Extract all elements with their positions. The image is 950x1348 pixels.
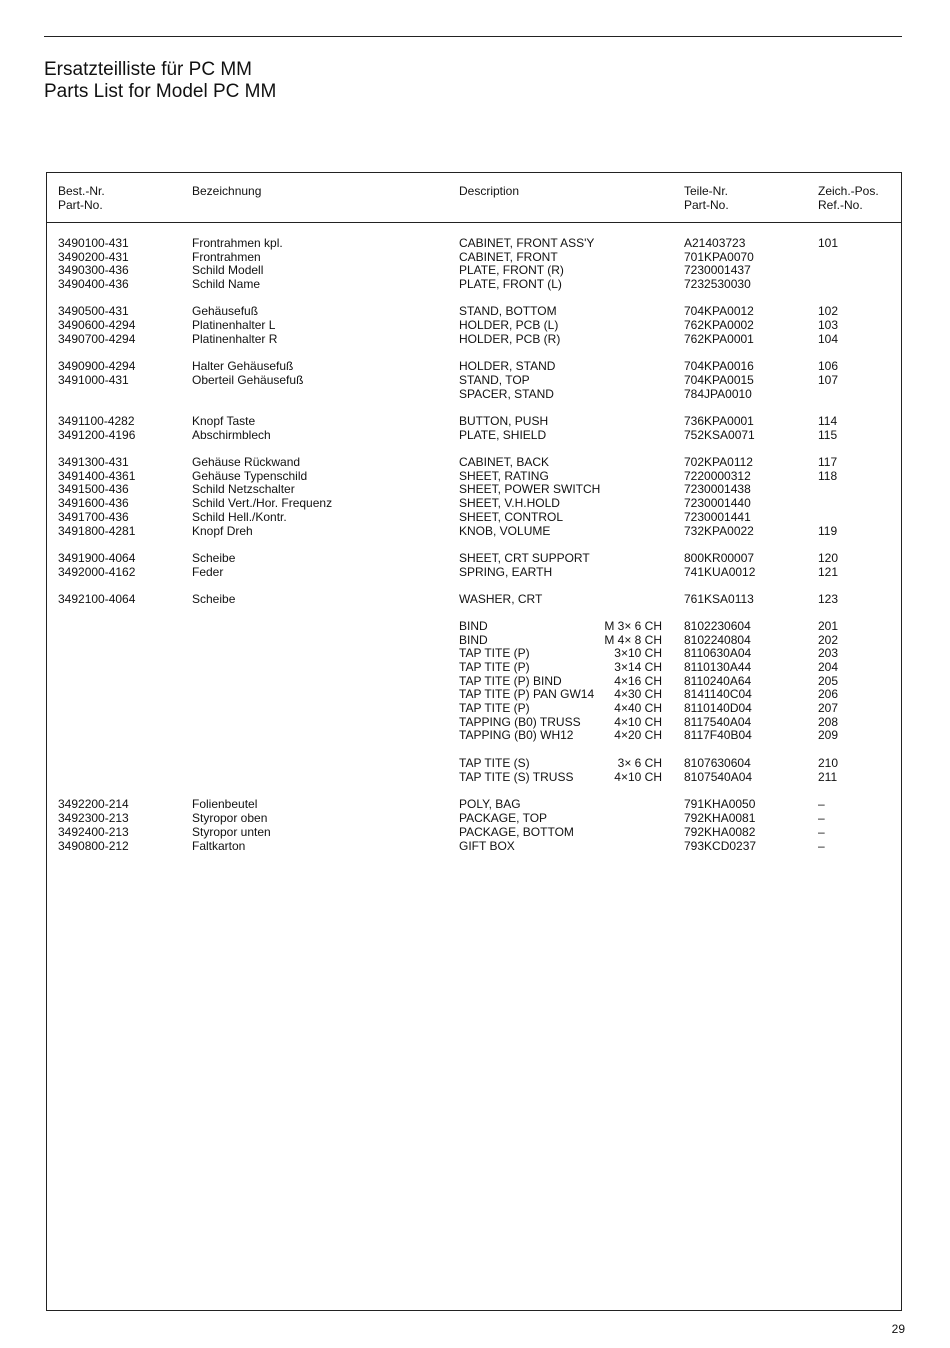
teile-nr-cell: 8117F40B04 xyxy=(684,728,752,742)
teile-nr-cell: 761KSA0113 xyxy=(684,592,754,606)
best-nr-cell: 3492000-4162 xyxy=(58,565,136,579)
description-text: PLATE, FRONT (R) xyxy=(459,263,564,277)
screw-size: 4×40 CH xyxy=(614,701,662,715)
description-cell xyxy=(459,647,662,661)
description-text: HOLDER, PCB (R) xyxy=(459,332,561,346)
ref-no-cell: 210 xyxy=(818,756,839,770)
description-text: CABINET, BACK xyxy=(459,455,550,469)
description-cell xyxy=(459,319,662,333)
description-text: TAP TITE (P) BIND xyxy=(459,674,562,688)
bezeichnung-cell: Schild Modell xyxy=(192,263,264,277)
screw-size: M 3× 6 CH xyxy=(604,619,662,633)
ref-no-cell: 120 xyxy=(818,551,839,565)
best-nr-cell: 3491100-4282 xyxy=(58,414,135,428)
description-cell xyxy=(459,566,662,580)
best-nr-cell: 3490600-4294 xyxy=(58,318,136,332)
description-cell xyxy=(459,456,662,470)
best-nr-cell: 3492300-213 xyxy=(58,811,129,825)
bezeichnung-cell: Scheibe xyxy=(192,551,236,565)
bezeichnung-cell: Scheibe xyxy=(192,592,236,606)
teile-nr-cell: 793KCD0237 xyxy=(684,839,757,853)
ref-no-cell: 118 xyxy=(818,469,838,483)
ref-no-cell: 115 xyxy=(818,428,838,442)
teile-nr-cell: 8110130A44 xyxy=(684,660,752,674)
description-text: TAPPING (B0) WH12 xyxy=(459,728,574,742)
best-nr-cell: 3491400-4361 xyxy=(58,469,136,483)
best-nr-cell: 3490100-431 xyxy=(58,236,129,250)
teile-nr-cell: 7230001441 xyxy=(684,510,751,524)
description-text: TAPPING (B0) TRUSS xyxy=(459,715,581,729)
best-nr-cell: 3490200-431 xyxy=(58,250,129,264)
title-english: Parts List for Model PC MM xyxy=(44,81,277,102)
description-text: GIFT BOX xyxy=(459,839,515,853)
description-cell xyxy=(459,333,662,347)
teile-nr-cell: 8110140D04 xyxy=(684,701,752,715)
description-cell xyxy=(459,702,662,716)
teile-nr-cell: 7230001437 xyxy=(684,263,751,277)
bezeichnung-cell: Schild Hell./Kontr. xyxy=(192,510,287,524)
teile-nr-cell: 762KPA0002 xyxy=(684,318,754,332)
bezeichnung-cell: Faltkarton xyxy=(192,839,246,853)
bezeichnung-cell: Frontrahmen kpl. xyxy=(192,236,283,250)
teile-nr-cell: 8117540A04 xyxy=(684,715,752,729)
teile-nr-cell: 702KPA0112 xyxy=(684,455,753,469)
description-cell xyxy=(459,483,662,497)
best-nr-cell: 3490900-4294 xyxy=(58,359,136,373)
top-rule xyxy=(44,36,902,37)
ref-no-cell: – xyxy=(818,811,825,825)
header-best-nr-label: Best.-Nr. xyxy=(58,184,105,198)
screw-size: 4×10 CH xyxy=(614,770,662,784)
teile-nr-cell: 704KPA0012 xyxy=(684,304,754,318)
teile-nr-cell: 7230001438 xyxy=(684,482,751,496)
description-text: SHEET, CRT SUPPORT xyxy=(459,551,590,565)
ref-no-cell: 103 xyxy=(818,318,839,332)
description-text: WASHER, CRT xyxy=(459,592,543,606)
parts-table xyxy=(46,172,902,1311)
description-text: BUTTON, PUSH xyxy=(459,414,549,428)
bezeichnung-cell: Abschirmblech xyxy=(192,428,271,442)
teile-nr-cell: 8110630A04 xyxy=(684,646,752,660)
description-text: SHEET, POWER SWITCH xyxy=(459,482,601,496)
ref-no-cell: 119 xyxy=(818,524,838,538)
ref-no-cell: – xyxy=(818,797,825,811)
ref-no-cell: 121 xyxy=(818,565,839,579)
description-cell xyxy=(459,826,662,840)
bezeichnung-cell: Gehäuse Rückwand xyxy=(192,455,301,469)
description-cell xyxy=(459,757,662,771)
description-text: TAP TITE (S) TRUSS xyxy=(459,770,574,784)
screw-size: 3×14 CH xyxy=(614,660,662,674)
header-part-no-label: Part-No. xyxy=(58,198,103,212)
ref-no-cell: 106 xyxy=(818,359,839,373)
description-text: HOLDER, PCB (L) xyxy=(459,318,559,332)
teile-nr-cell: 7220000312 xyxy=(684,469,751,483)
description-cell xyxy=(459,840,662,854)
description-cell xyxy=(459,264,662,278)
teile-nr-cell: 792KHA0082 xyxy=(684,825,756,839)
screw-size: 4×10 CH xyxy=(614,715,662,729)
bezeichnung-cell: Schild Vert./Hor. Frequenz xyxy=(192,496,333,510)
ref-no-cell: 114 xyxy=(818,414,838,428)
screw-size: 4×20 CH xyxy=(614,728,662,742)
best-nr-cell: 3492200-214 xyxy=(58,797,129,811)
header-best-nr xyxy=(58,184,105,212)
header-teile-nr-label: Teile-Nr. xyxy=(684,184,729,198)
description-text: TAP TITE (P) PAN GW14 xyxy=(459,687,595,701)
bezeichnung-cell: Styropor oben xyxy=(192,811,268,825)
description-text: SHEET, V.H.HOLD xyxy=(459,496,560,510)
ref-no-cell: 211 xyxy=(818,770,838,784)
description-text: TAP TITE (P) xyxy=(459,646,530,660)
bezeichnung-cell: Frontrahmen xyxy=(192,250,261,264)
ref-no-cell: 104 xyxy=(818,332,839,346)
teile-nr-cell: 701KPA0070 xyxy=(684,250,754,264)
ref-no-cell: 101 xyxy=(818,236,839,250)
ref-no-cell: – xyxy=(818,825,825,839)
teile-nr-cell: 8102230604 xyxy=(684,619,751,633)
ref-no-cell: 117 xyxy=(818,455,838,469)
description-cell xyxy=(459,415,662,429)
best-nr-cell: 3490500-431 xyxy=(58,304,129,318)
teile-nr-cell: 762KPA0001 xyxy=(684,332,754,346)
description-text: PACKAGE, BOTTOM xyxy=(459,825,574,839)
screw-size: 3×10 CH xyxy=(614,646,662,660)
description-cell xyxy=(459,374,662,388)
teile-nr-cell: 8102240804 xyxy=(684,633,751,647)
ref-no-cell: 202 xyxy=(818,633,839,647)
teile-nr-cell: 704KPA0015 xyxy=(684,373,754,387)
description-cell xyxy=(459,552,662,566)
best-nr-cell: 3492400-213 xyxy=(58,825,129,839)
bezeichnung-cell: Schild Netzschalter xyxy=(192,482,295,496)
description-cell xyxy=(459,278,662,292)
description-text: SPACER, STAND xyxy=(459,387,554,401)
best-nr-cell: 3491000-431 xyxy=(58,373,129,387)
ref-no-cell: 206 xyxy=(818,687,839,701)
ref-no-cell: 201 xyxy=(818,619,839,633)
header-zeich-pos-label: Zeich.-Pos. xyxy=(818,184,879,198)
bezeichnung-cell: Halter Gehäusefuß xyxy=(192,359,294,373)
header-teile-part-no-label: Part-No. xyxy=(684,198,729,212)
description-cell xyxy=(459,688,662,702)
description-text: CABINET, FRONT ASS'Y xyxy=(459,236,595,250)
description-text: POLY, BAG xyxy=(459,797,521,811)
ref-no-cell: 203 xyxy=(818,646,839,660)
bezeichnung-cell: Folienbeutel xyxy=(192,797,258,811)
screw-size: 3× 6 CH xyxy=(617,756,662,770)
description-cell xyxy=(459,812,662,826)
teile-nr-cell: A21403723 xyxy=(684,236,746,250)
description-text: BIND xyxy=(459,619,488,633)
description-cell xyxy=(459,593,662,607)
description-text: STAND, BOTTOM xyxy=(459,304,557,318)
screw-size: M 4× 8 CH xyxy=(604,633,662,647)
best-nr-cell: 3490300-436 xyxy=(58,263,129,277)
screw-size: 4×30 CH xyxy=(614,687,662,701)
description-text: SPRING, EARTH xyxy=(459,565,553,579)
bezeichnung-cell: Knopf Taste xyxy=(192,414,256,428)
page-number: 29 xyxy=(891,1322,905,1336)
description-cell xyxy=(459,771,662,785)
header-description: Description xyxy=(459,184,520,198)
best-nr-cell: 3490800-212 xyxy=(58,839,129,853)
teile-nr-cell: 752KSA0071 xyxy=(684,428,755,442)
description-cell xyxy=(459,525,662,539)
title-german: Ersatzteilliste für PC MM xyxy=(44,59,252,80)
bezeichnung-cell: Knopf Dreh xyxy=(192,524,253,538)
teile-nr-cell: 732KPA0022 xyxy=(684,524,754,538)
header-bezeichnung: Bezeichnung xyxy=(192,184,262,198)
teile-nr-cell: 736KPA0001 xyxy=(684,414,754,428)
description-text: PLATE, SHIELD xyxy=(459,428,547,442)
header-ref-no-label: Ref.-No. xyxy=(818,198,863,212)
description-cell xyxy=(459,388,662,402)
teile-nr-cell: 8110240A64 xyxy=(684,674,752,688)
screw-size: 4×16 CH xyxy=(614,674,662,688)
best-nr-cell: 3490700-4294 xyxy=(58,332,136,346)
ref-no-cell: – xyxy=(818,839,825,853)
description-text: TAP TITE (P) xyxy=(459,660,530,674)
description-text: PLATE, FRONT (L) xyxy=(459,277,562,291)
teile-nr-cell: 7232530030 xyxy=(684,277,751,291)
ref-no-cell: 208 xyxy=(818,715,839,729)
ref-no-cell: 204 xyxy=(818,660,839,674)
teile-nr-cell: 784JPA0010 xyxy=(684,387,752,401)
teile-nr-cell: 8107630604 xyxy=(684,756,751,770)
description-cell xyxy=(459,661,662,675)
best-nr-cell: 3491700-436 xyxy=(58,510,129,524)
description-text: KNOB, VOLUME xyxy=(459,524,551,538)
teile-nr-cell: 8107540A04 xyxy=(684,770,753,784)
best-nr-cell: 3490400-436 xyxy=(58,277,129,291)
bezeichnung-cell: Gehäuse Typenschild xyxy=(192,469,308,483)
best-nr-cell: 3491800-4281 xyxy=(58,524,136,538)
best-nr-cell: 3491500-436 xyxy=(58,482,129,496)
description-text: SHEET, CONTROL xyxy=(459,510,564,524)
bezeichnung-cell: Styropor unten xyxy=(192,825,271,839)
description-text: TAP TITE (S) xyxy=(459,756,530,770)
teile-nr-cell: 791KHA0050 xyxy=(684,797,756,811)
teile-nr-cell: 800KR00007 xyxy=(684,551,755,565)
header-rule xyxy=(47,222,901,223)
best-nr-cell: 3492100-4064 xyxy=(58,592,136,606)
bezeichnung-cell: Feder xyxy=(192,565,224,579)
description-text: SHEET, RATING xyxy=(459,469,549,483)
ref-no-cell: 102 xyxy=(818,304,839,318)
description-cell xyxy=(459,305,662,319)
ref-no-cell: 207 xyxy=(818,701,839,715)
header-zeich-pos xyxy=(818,184,879,212)
ref-no-cell: 123 xyxy=(818,592,839,606)
ref-no-cell: 205 xyxy=(818,674,839,688)
description-cell xyxy=(459,360,662,374)
bezeichnung-cell: Platinenhalter L xyxy=(192,318,276,332)
ref-no-cell: 107 xyxy=(818,373,839,387)
ref-no-cell: 209 xyxy=(818,728,839,742)
teile-nr-cell: 704KPA0016 xyxy=(684,359,754,373)
description-cell xyxy=(459,620,662,634)
teile-nr-cell: 8141140C04 xyxy=(684,687,752,701)
description-cell xyxy=(459,798,662,812)
description-text: PACKAGE, TOP xyxy=(459,811,548,825)
best-nr-cell: 3491900-4064 xyxy=(58,551,136,565)
best-nr-cell: 3491600-436 xyxy=(58,496,129,510)
description-cell xyxy=(459,497,662,511)
description-text: TAP TITE (P) xyxy=(459,701,530,715)
description-cell xyxy=(459,237,662,251)
bezeichnung-cell: Oberteil Gehäusefuß xyxy=(192,373,304,387)
bezeichnung-cell: Gehäusefuß xyxy=(192,304,259,318)
description-text: HOLDER, STAND xyxy=(459,359,556,373)
bezeichnung-cell: Platinenhalter R xyxy=(192,332,278,346)
description-cell xyxy=(459,429,662,443)
teile-nr-cell: 7230001440 xyxy=(684,496,751,510)
description-text: STAND, TOP xyxy=(459,373,530,387)
description-cell xyxy=(459,729,662,743)
bezeichnung-cell: Schild Name xyxy=(192,277,261,291)
teile-nr-cell: 741KUA0012 xyxy=(684,565,756,579)
page-title xyxy=(44,59,276,103)
best-nr-cell: 3491200-4196 xyxy=(58,428,136,442)
description-text: BIND xyxy=(459,633,488,647)
best-nr-cell: 3491300-431 xyxy=(58,455,129,469)
description-text: CABINET, FRONT xyxy=(459,250,558,264)
teile-nr-cell: 792KHA0081 xyxy=(684,811,756,825)
header-teile-nr xyxy=(684,184,729,212)
description-cell xyxy=(459,511,662,525)
